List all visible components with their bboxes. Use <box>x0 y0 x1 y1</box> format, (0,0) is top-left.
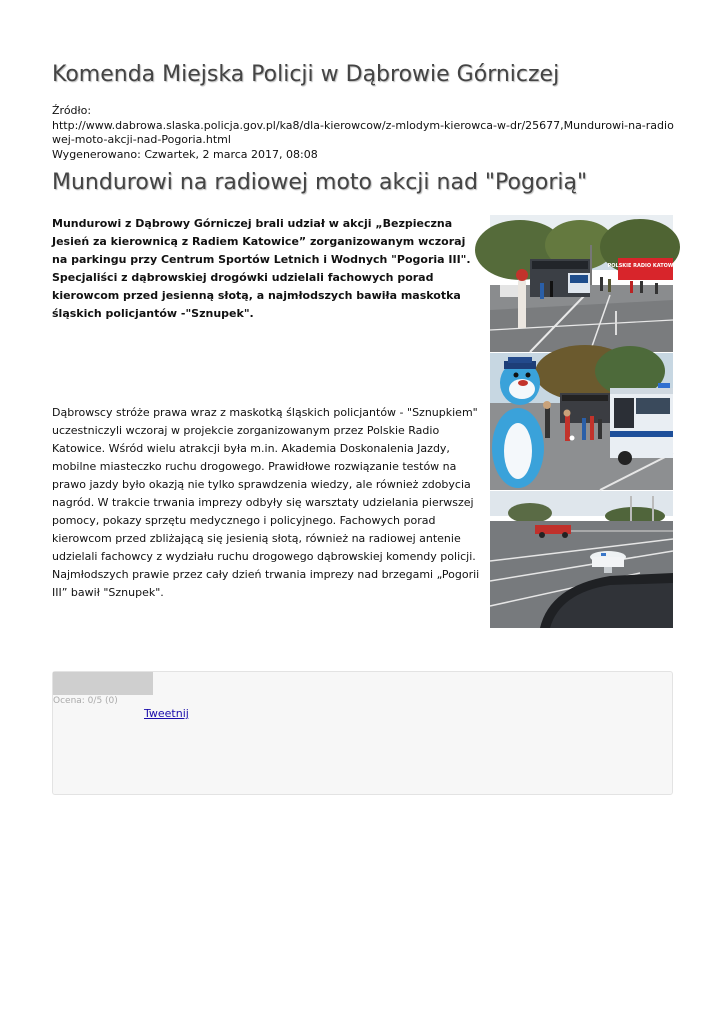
source-meta <box>52 104 677 162</box>
photo-parking-police-car[interactable] <box>490 491 673 628</box>
site-title: Komenda Miejska Policji w Dąbrowie Górniczej <box>52 62 560 87</box>
photo-mascot-sznupek[interactable] <box>490 353 673 490</box>
article-title: Mundurowi na radiowej moto akcji nad "Pogorią" <box>52 170 588 195</box>
rating-stars[interactable] <box>53 672 153 695</box>
rating-box <box>52 671 673 795</box>
generated-date: Wygenerowano: Czwartek, 2 marca 2017, 08:08 <box>52 147 318 161</box>
source-url: http://www.dabrowa.slaska.policja.gov.pl/ka8/dla-kierowcow/z-mlodym-kierowca-w-dr/25677,Mundurowi-na-radiowej-moto-akcji-nad-Pogoria.html <box>52 118 674 146</box>
tweet-link[interactable]: Tweetnij <box>144 707 189 720</box>
photo-event-parking[interactable] <box>490 215 683 352</box>
article-body: Dąbrowscy stróże prawa wraz z maskotką śląskich policjantów - "Sznupkiem" uczestniczyli wczoraj w projekcie zorganizowanym przez Polskie Radio Katowice. Wśród wielu atrakcji była m.in. Akademia Doskonalenia Jazdy, mobilne miasteczko ruchu drogowego. Prawidłowe rozwiązanie testów na prawo jazdy było okazją nie tylko sprawdzenia wiedzy, ale również zdobycia nagród. W trakcie trwania imprezy odbyły się warsztaty udzielania pierwszej pomocy, pokazy sprzętu medycznego i policyjnego. Fachowych porad kierowcom przed zbliżającą się jesienią słotą, również na radiowej antenie udzielali fachowcy z wydziału ruchu drogowego dąbrowskiej komendy policji. Najmłodszych prawie przez cały dzień trwania imprezy nad brzegami „Pogorii III” bawił "Sznupek". <box>52 406 480 599</box>
rating-label: Ocena: 0/5 (0) <box>53 696 118 706</box>
source-label: Źródło: <box>52 104 92 117</box>
photo-banner-text: POLSKIE RADIO KATOWICE <box>607 263 683 269</box>
article-lead: Mundurowi z Dąbrowy Górniczej brali udział w akcji „Bezpieczna Jesień za kierownicą z Radiem Katowice” zorganizowanym wczoraj na parkingu przy Centrum Sportów Letnich i Wodnych "Pogoria III". Specjaliści z dąbrowskiej drogówki udzielali fachowych porad kierowcom przed jesienną słotą, a najmłodszych bawiła maskotka śląskich policjantów -"Sznupek". <box>52 217 471 320</box>
